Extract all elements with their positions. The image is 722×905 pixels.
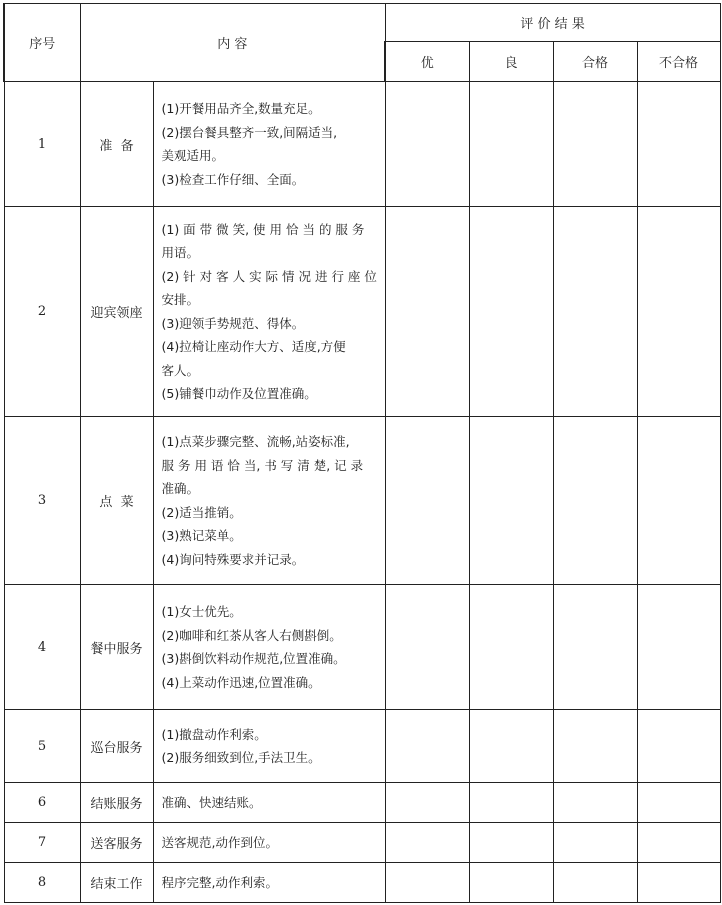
- row-item: 迎宾领座: [80, 207, 153, 417]
- content-line: (2) 针 对 客 人 实 际 情 况 进 行 座 位: [161, 268, 377, 284]
- row-index: 4: [4, 585, 80, 710]
- row-item: 结束工作: [80, 863, 153, 903]
- header-index: 序号: [4, 4, 80, 82]
- result-cell-excellent[interactable]: [385, 417, 469, 585]
- content-line: (1)撤盘动作利索。: [161, 726, 267, 742]
- content-line: 准确。: [161, 481, 200, 496]
- header-result-fail: 不合格: [637, 42, 720, 82]
- table-row: [4, 863, 720, 903]
- row-index: 7: [4, 823, 80, 863]
- header-result-pass: 合格: [553, 42, 637, 82]
- result-cell-excellent[interactable]: [385, 82, 469, 207]
- result-cell-pass[interactable]: [553, 82, 637, 207]
- content-line: (1)点菜步骤完整、流畅,站姿标准,: [161, 434, 350, 449]
- result-cell-fail[interactable]: [637, 207, 720, 417]
- content-line: (4)询问特殊要求并记录。: [161, 551, 305, 567]
- row-index: 6: [4, 783, 80, 823]
- header-result-excellent: 优: [385, 42, 469, 82]
- content-line: (3)检查工作仔细、全面。: [161, 171, 305, 187]
- content-line: (4)上菜动作迅速,位置准确。: [161, 674, 321, 690]
- content-line: 送客规范,动作到位。: [161, 834, 278, 850]
- result-cell-good[interactable]: [469, 863, 553, 903]
- result-cell-good[interactable]: [469, 82, 553, 207]
- row-item: 准 备: [80, 82, 153, 207]
- row-index: 2: [4, 207, 80, 417]
- table-row: [4, 82, 720, 207]
- table-row: [4, 710, 720, 783]
- row-index: 1: [4, 82, 80, 207]
- content-line: 准确、快速结账。: [161, 794, 262, 810]
- header-row-top: [4, 4, 720, 42]
- row-content: [153, 585, 385, 710]
- row-content: [153, 417, 385, 585]
- result-cell-fail[interactable]: [637, 82, 720, 207]
- result-cell-excellent[interactable]: [385, 783, 469, 823]
- result-cell-good[interactable]: [469, 710, 553, 783]
- row-content: [153, 783, 385, 823]
- table-row: [4, 417, 720, 585]
- content-line: (2)适当推销。: [161, 504, 242, 520]
- row-index: 3: [4, 417, 80, 585]
- row-item: 巡台服务: [80, 710, 153, 783]
- content-line: (1)开餐用品齐全,数量充足。: [161, 101, 321, 116]
- result-cell-pass[interactable]: [553, 783, 637, 823]
- row-item: 餐中服务: [80, 585, 153, 710]
- result-cell-excellent[interactable]: [385, 823, 469, 863]
- result-cell-pass[interactable]: [553, 207, 637, 417]
- content-line: 客人。: [161, 362, 200, 378]
- row-index: 8: [4, 863, 80, 903]
- result-cell-good[interactable]: [469, 207, 553, 417]
- header-result-good: 良: [469, 42, 553, 82]
- result-cell-fail[interactable]: [637, 710, 720, 783]
- result-cell-fail[interactable]: [637, 585, 720, 710]
- row-content: [153, 823, 385, 863]
- row-content: [153, 82, 385, 207]
- row-index: 5: [4, 710, 80, 783]
- content-line: (1)女士优先。: [161, 604, 242, 619]
- result-cell-pass[interactable]: [553, 710, 637, 783]
- result-cell-pass[interactable]: [553, 863, 637, 903]
- result-cell-excellent[interactable]: [385, 585, 469, 710]
- header-content: 内 容: [80, 4, 385, 82]
- table-row: [4, 585, 720, 710]
- row-item: 结账服务: [80, 783, 153, 823]
- content-line: (2)摆台餐具整齐一致,间隔适当,: [161, 124, 338, 140]
- result-cell-fail[interactable]: [637, 863, 720, 903]
- evaluation-table: [3, 3, 721, 903]
- result-cell-pass[interactable]: [553, 823, 637, 863]
- table-row: [4, 823, 720, 863]
- result-cell-good[interactable]: [469, 585, 553, 710]
- content-line: 美观适用。: [161, 148, 225, 163]
- row-item: 送客服务: [80, 823, 153, 863]
- result-cell-good[interactable]: [469, 783, 553, 823]
- result-cell-excellent[interactable]: [385, 710, 469, 783]
- content-line: (4)拉椅让座动作大方、适度,方便: [161, 339, 346, 354]
- header-result-group: 评 价 结 果: [385, 4, 720, 42]
- content-line: (3)斟倒饮料动作规范,位置准确。: [161, 651, 346, 666]
- content-line: (3)迎领手势规范、得体。: [161, 315, 305, 331]
- table-row: [4, 207, 720, 417]
- row-content: [153, 710, 385, 783]
- content-line: (2)服务细致到位,手法卫生。: [161, 750, 321, 765]
- content-line: (1) 面 带 微 笑, 使 用 恰 当 的 服 务: [161, 221, 365, 237]
- result-cell-fail[interactable]: [637, 417, 720, 585]
- result-cell-excellent[interactable]: [385, 207, 469, 417]
- result-cell-pass[interactable]: [553, 417, 637, 585]
- row-content: [153, 863, 385, 903]
- result-cell-good[interactable]: [469, 417, 553, 585]
- content-line: 用语。: [161, 245, 200, 260]
- content-line: (2)咖啡和红茶从客人右侧斟倒。: [161, 627, 342, 643]
- result-cell-excellent[interactable]: [385, 863, 469, 903]
- content-line: 程序完整,动作利索。: [161, 874, 278, 890]
- table-body: [4, 82, 720, 903]
- result-cell-pass[interactable]: [553, 585, 637, 710]
- content-line: 服 务 用 语 恰 当, 书 写 清 楚, 记 录: [161, 457, 364, 473]
- result-cell-fail[interactable]: [637, 823, 720, 863]
- result-cell-good[interactable]: [469, 823, 553, 863]
- content-line: 安排。: [161, 292, 200, 307]
- row-item: 点 菜: [80, 417, 153, 585]
- result-cell-fail[interactable]: [637, 783, 720, 823]
- content-line: (5)铺餐巾动作及位置准确。: [161, 386, 317, 401]
- content-line: (3)熟记菜单。: [161, 528, 242, 543]
- table-row: [4, 783, 720, 823]
- row-content: [153, 207, 385, 417]
